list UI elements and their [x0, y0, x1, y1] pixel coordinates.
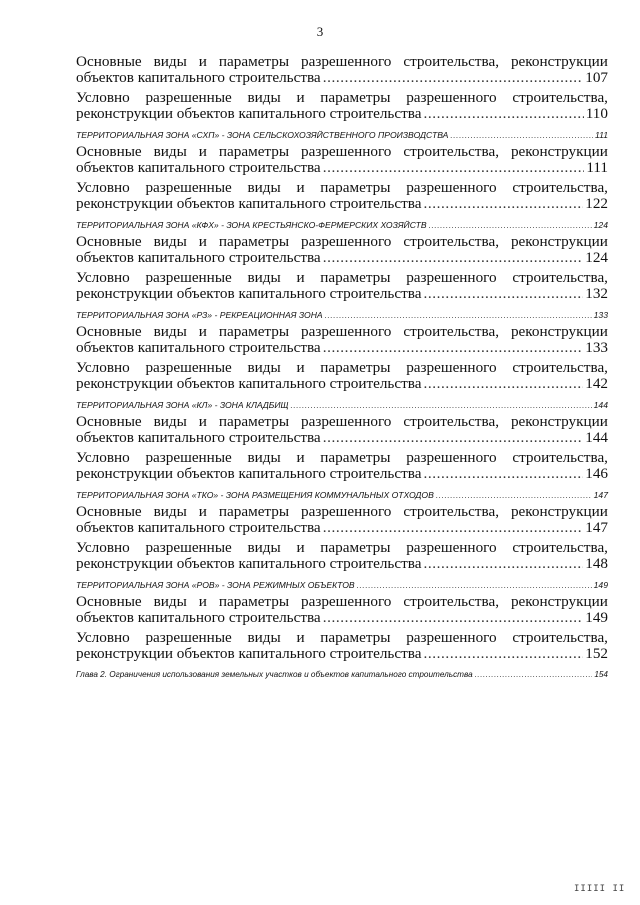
dot-leader — [323, 610, 584, 626]
toc-entry-line1: Условно разрешенные виды и параметры разрешенного строительства, — [76, 629, 608, 646]
toc-zone — [76, 54, 608, 122]
dot-leader — [290, 398, 591, 412]
toc-entry-page: 132 — [585, 285, 608, 302]
dot-leader — [423, 466, 583, 482]
dot-leader — [325, 308, 592, 322]
toc-entry[interactable] — [76, 144, 608, 176]
toc-entry-page: 148 — [585, 555, 608, 572]
zone-heading[interactable] — [76, 488, 608, 502]
toc-entry-page: 107 — [585, 69, 608, 86]
toc-entry-line1: Условно разрешенные виды и параметры разрешенного строительства, — [76, 449, 608, 466]
toc-entry-page: 124 — [585, 249, 608, 266]
dot-leader — [423, 556, 583, 572]
toc-entry-line2: реконструкции объектов капитального строительства — [76, 465, 422, 482]
toc-zone — [76, 218, 608, 302]
zone-heading[interactable] — [76, 398, 608, 412]
chapter-heading[interactable] — [76, 670, 608, 679]
toc-entry-line2: объектов капитального строительства — [76, 249, 321, 266]
toc-entry[interactable] — [76, 540, 608, 572]
toc-entry-line1: Основные виды и параметры разрешенного строительства, реконструкции — [76, 413, 608, 430]
zone-page-number: 133 — [593, 310, 608, 320]
dot-leader — [423, 196, 583, 212]
table-of-contents — [76, 52, 608, 679]
zone-heading-text: ТЕРРИТОРИАЛЬНАЯ ЗОНА «ТКО» - ЗОНА РАЗМЕЩЕНИЯ КОММУНАЛЬНЫХ ОТХОДОВ — [76, 490, 434, 500]
dot-leader — [423, 376, 583, 392]
toc-entry-line2: объектов капитального строительства — [76, 69, 321, 86]
toc-entry-line1: Основные виды и параметры разрешенного строительства, реконструкции — [76, 53, 608, 70]
dot-leader — [429, 218, 592, 232]
zone-page-number: 124 — [593, 220, 608, 230]
toc-entry-line1: Основные виды и параметры разрешенного строительства, реконструкции — [76, 233, 608, 250]
dot-leader — [323, 340, 584, 356]
toc-entry-line1: Основные виды и параметры разрешенного строительства, реконструкции — [76, 143, 608, 160]
toc-entry-page: 133 — [585, 339, 608, 356]
zone-heading[interactable] — [76, 578, 608, 592]
toc-entry-page: 111 — [586, 159, 608, 176]
toc-entry-page: 110 — [585, 105, 608, 122]
page-number: 3 — [316, 24, 324, 39]
chapter-page-number: 154 — [594, 670, 608, 679]
toc-zone — [76, 578, 608, 662]
toc-zone — [76, 488, 608, 572]
dot-leader — [436, 488, 592, 502]
dot-leader — [423, 646, 583, 662]
toc-entry-line2: объектов капитального строительства — [76, 339, 321, 356]
toc-entry[interactable] — [76, 180, 608, 212]
toc-entry[interactable] — [76, 360, 608, 392]
toc-zone — [76, 398, 608, 482]
zone-heading-text: ТЕРРИТОРИАЛЬНАЯ ЗОНА «СХП» - ЗОНА СЕЛЬСКОХОЗЯЙСТВЕННОГО ПРОИЗВОДСТВА — [76, 130, 449, 140]
toc-entry-page: 122 — [585, 195, 608, 212]
zone-page-number: 147 — [593, 490, 608, 500]
zone-heading-text: ТЕРРИТОРИАЛЬНАЯ ЗОНА «РЗ» - РЕКРЕАЦИОННАЯ ЗОНА — [76, 310, 323, 320]
dot-leader — [423, 106, 583, 122]
toc-entry-page: 149 — [585, 609, 608, 626]
toc-entry[interactable] — [76, 594, 608, 626]
toc-entry[interactable] — [76, 270, 608, 302]
scan-barcode-mark: IIIII II — [574, 884, 626, 894]
toc-entry-line2: объектов капитального строительства — [76, 519, 321, 536]
toc-entry-line1: Условно разрешенные виды и параметры разрешенного строительства, — [76, 359, 608, 376]
toc-entry[interactable] — [76, 54, 608, 86]
toc-entry[interactable] — [76, 324, 608, 356]
toc-entry-line1: Условно разрешенные виды и параметры разрешенного строительства, — [76, 539, 608, 556]
toc-entry-line2: объектов капитального строительства — [76, 159, 321, 176]
toc-entry-line2: реконструкции объектов капитального строительства — [76, 375, 422, 392]
toc-entry-page: 147 — [585, 519, 608, 536]
toc-entry[interactable] — [76, 414, 608, 446]
toc-entry-line1: Основные виды и параметры разрешенного строительства, реконструкции — [76, 503, 608, 520]
toc-entry-page: 144 — [585, 429, 608, 446]
zone-heading-text: ТЕРРИТОРИАЛЬНАЯ ЗОНА «КЛ» - ЗОНА КЛАДБИЩ — [76, 400, 289, 410]
toc-entry-line2: реконструкции объектов капитального строительства — [76, 195, 422, 212]
toc-entry-page: 152 — [585, 645, 608, 662]
toc-entry-line2: объектов капитального строительства — [76, 609, 321, 626]
toc-entry-line2: реконструкции объектов капитального строительства — [76, 285, 422, 302]
zone-page-number: 111 — [594, 130, 608, 140]
toc-entry-page: 142 — [585, 375, 608, 392]
zone-heading-text: ТЕРРИТОРИАЛЬНАЯ ЗОНА «КФХ» - ЗОНА КРЕСТЬЯНСКО-ФЕРМЕРСКИХ ХОЗЯЙСТВ — [76, 220, 427, 230]
toc-entry-line2: реконструкции объектов капитального строительства — [76, 645, 422, 662]
toc-zone — [76, 128, 608, 212]
dot-leader — [450, 128, 593, 142]
dot-leader — [323, 250, 584, 266]
chapter-title: Глава 2. Ограничения использования земельных участков и объектов капитального строительства — [76, 670, 473, 679]
toc-entry-line1: Основные виды и параметры разрешенного строительства, реконструкции — [76, 593, 608, 610]
dot-leader — [423, 286, 583, 302]
dot-leader — [323, 70, 584, 86]
zone-page-number: 149 — [593, 580, 608, 590]
toc-entry[interactable] — [76, 450, 608, 482]
toc-entry-line1: Основные виды и параметры разрешенного строительства, реконструкции — [76, 323, 608, 340]
zone-page-number: 144 — [593, 400, 608, 410]
toc-entry-line1: Условно разрешенные виды и параметры разрешенного строительства, — [76, 179, 608, 196]
toc-entry[interactable] — [76, 90, 608, 122]
toc-entry-line1: Условно разрешенные виды и параметры разрешенного строительства, — [76, 89, 608, 106]
zone-heading[interactable] — [76, 308, 608, 322]
toc-entry-line2: реконструкции объектов капитального строительства — [76, 555, 422, 572]
toc-entry-page: 146 — [585, 465, 608, 482]
zone-heading[interactable] — [76, 218, 608, 232]
toc-entry[interactable] — [76, 630, 608, 662]
toc-zone — [76, 308, 608, 392]
toc-entry-line2: объектов капитального строительства — [76, 429, 321, 446]
dot-leader — [323, 520, 584, 536]
toc-entry[interactable] — [76, 504, 608, 536]
dot-leader — [323, 430, 584, 446]
dot-leader — [475, 670, 593, 679]
toc-entry-line1: Условно разрешенные виды и параметры разрешенного строительства, — [76, 269, 608, 286]
dot-leader — [323, 160, 585, 176]
zone-heading[interactable] — [76, 128, 608, 142]
dot-leader — [357, 578, 592, 592]
toc-entry-line2: реконструкции объектов капитального строительства — [76, 105, 422, 122]
toc-entry[interactable] — [76, 234, 608, 266]
zone-heading-text: ТЕРРИТОРИАЛЬНАЯ ЗОНА «РОВ» - ЗОНА РЕЖИМНЫХ ОБЪЕКТОВ — [76, 580, 355, 590]
